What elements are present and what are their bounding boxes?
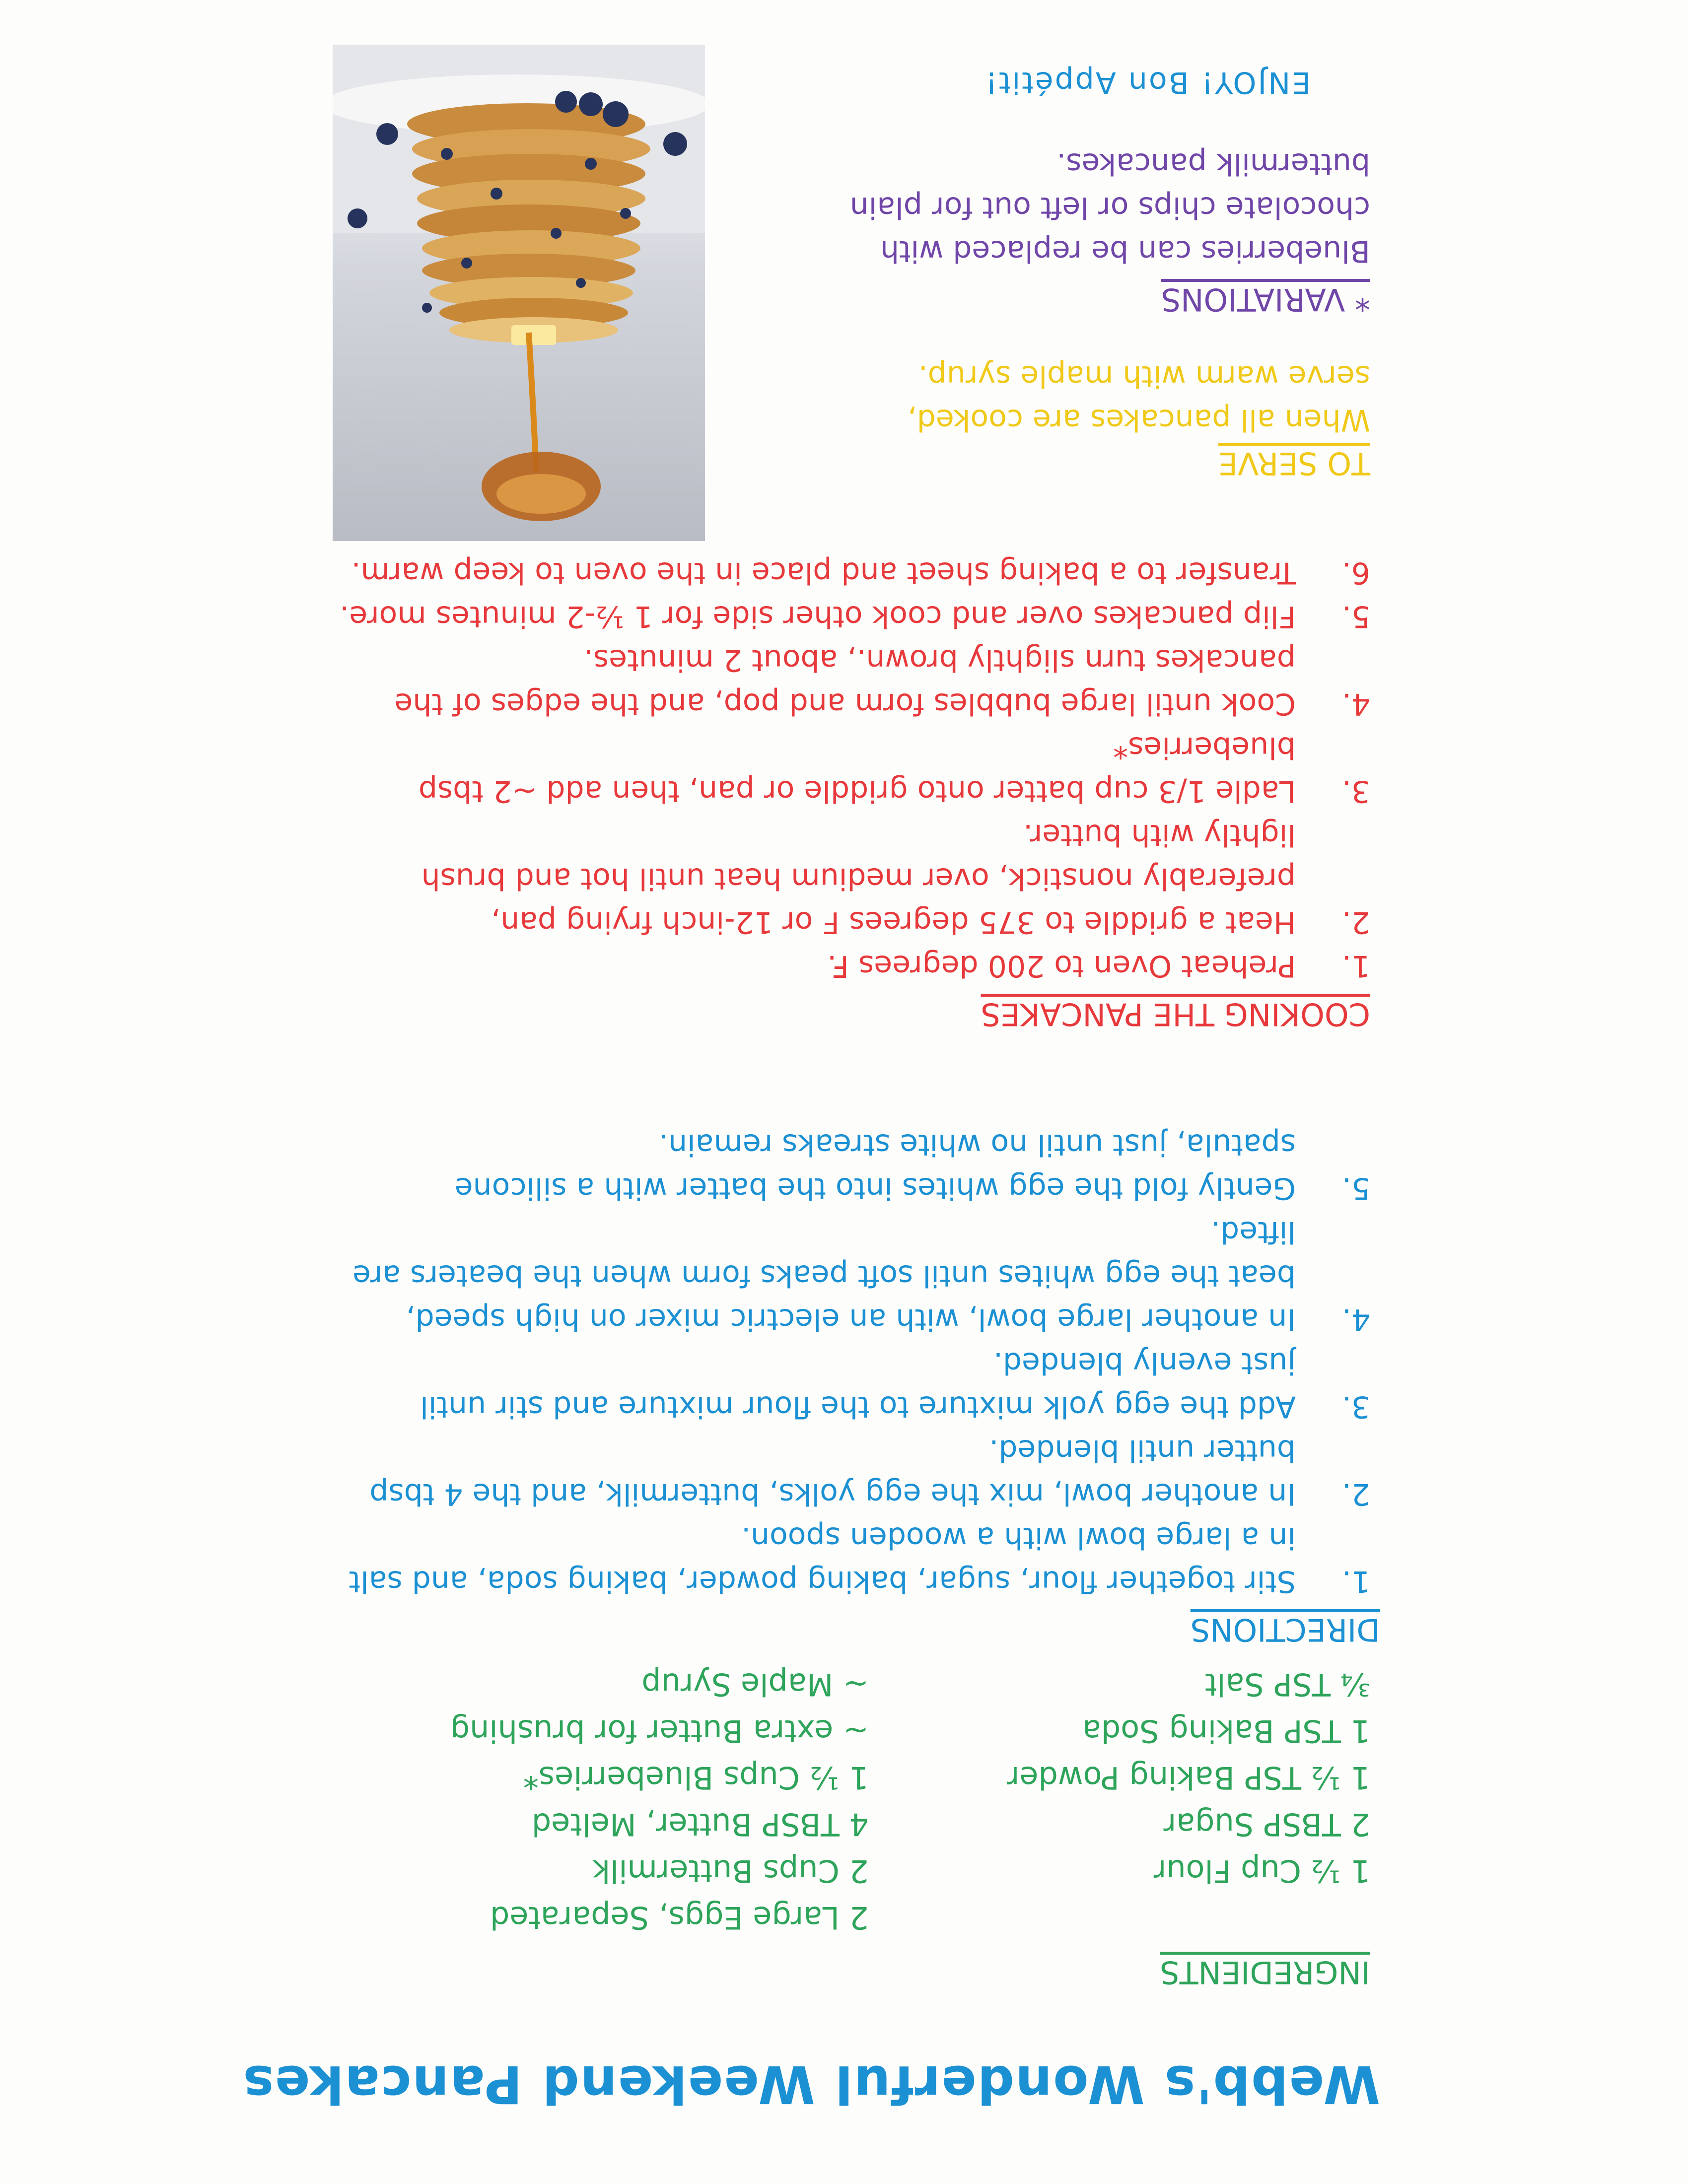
step-text: blueberries* [1113,730,1296,765]
ingredient-item: 4 TBSP Butter, Melted [531,1806,869,1843]
step-text: lifted. [1210,1215,1296,1249]
step-text: butter until blended. [989,1433,1296,1468]
step-text: In another large bowl, with an electric mixer on high speed, [406,1302,1296,1337]
ingredient-item: 1 ½ Cups Blueberries* [523,1760,869,1796]
pancake-stack-image [333,45,705,541]
step-text: Heat a griddle to 375 degrees F or 12-inch frying pan, [491,905,1296,940]
ingredient-item: 2 Cups Buttermilk [592,1853,869,1889]
step-text: in a large bowl with a wooden spoon. [741,1520,1296,1555]
directions-heading: DIRECTIONS [1190,1612,1380,1648]
step-number: 4. [1341,686,1370,721]
step-text: Transfer to a baking sheet and place in the oven to keep warm. [351,555,1296,590]
step-text: In another bowl, mix the egg yolks, buttermilk, and the 4 tbsp [369,1477,1296,1511]
directions-list [349,1123,1371,1603]
syrup-drip [529,333,536,472]
step-text: Cook until large bubbles form and pop, and the edges of the [394,686,1296,721]
variations-line: buttermilk pancakes. [1056,146,1370,181]
serve-heading: TO SERVE [1218,445,1370,481]
step-number: 1. [1341,949,1370,983]
step-number: 3. [1341,1389,1370,1424]
ingredient-item: ~ Maple Syrup [641,1666,869,1703]
ingredient-item: 1 ½ Cup Flour [1153,1853,1370,1889]
ingredient-item: 2 TBSP Sugar [1163,1806,1370,1843]
butter-pat [511,325,556,345]
variations-line: Blueberries can be replaced with [880,234,1370,269]
pancake-stack-photo [333,45,705,541]
recipe-title: Webb's Wonderful Weekend Pancakes [242,2054,1380,2115]
step-number: 4. [1341,1302,1370,1337]
step-number: 3. [1341,774,1370,809]
step-text: just evenly blended. [993,1346,1296,1380]
variations-text [850,142,1370,273]
ingredient-item: ¾ TSP Salt [1204,1666,1370,1703]
ingredient-item: 1 ½ TSP Baking Powder [1006,1760,1370,1796]
step-text: preferably nonstick, over medium heat until hot and brush [421,861,1296,896]
cooking-step [340,813,1370,944]
direction-step [349,1341,1371,1429]
variations-heading: * VARIATIONS [1161,281,1370,318]
step-text: Add the egg yolk mixture to the flour mixture and stir until [420,1389,1296,1424]
direction-step [349,1123,1371,1210]
variations-line: chocolate chips or left out for plain [849,190,1370,225]
step-text: Flip pancakes over and cook other side for 1 ½-2 minutes more. [340,599,1296,634]
step-text: Stir together flour, sugar, baking powder, baking soda, and salt [349,1564,1296,1599]
ingredient-item: 2 Large Eggs, Separated [490,1900,869,1936]
step-number: 5. [1341,599,1370,634]
step-number: 5. [1341,1171,1370,1206]
ingredient-item: 1 TSP Baking Soda [1082,1713,1370,1749]
direction-step [349,1516,1371,1603]
pancake-stack [407,103,650,343]
step-number: 6. [1341,555,1370,590]
step-text: lightly with butter. [1023,818,1296,852]
step-text: Gently fold the egg whites into the batter with a silicone [454,1171,1296,1206]
ingredients-list-left [450,1661,869,1941]
step-text: Ladle 1/3 cup batter onto griddle or pan, then add ~2 tbsp [418,774,1296,809]
step-text: spatula, just until no white streaks remain. [658,1127,1296,1162]
cooking-heading: COOKING THE PANCAKES [981,996,1370,1032]
cooking-step [340,726,1370,813]
direction-step [349,1210,1371,1341]
cooking-step [340,551,1370,595]
ingredients-heading: INGREDIENTS [1160,1954,1370,1990]
closing-text: ENJOY! Bon Appétit! [984,65,1311,100]
step-number: 2. [1341,905,1370,940]
serve-line: When all pancakes are cooked, [907,403,1370,437]
cooking-step [340,944,1370,988]
step-text: pancakes turn slightly brown., about 2 minutes. [583,643,1296,678]
cooking-step [340,595,1370,638]
step-text: Preheat Oven to 200 degrees F. [827,949,1296,983]
serve-line: serve warm with maple syrup. [918,359,1370,394]
cooking-list [340,551,1370,988]
direction-step [349,1429,1371,1516]
ingredient-item: ~ extra Butter for brushing [450,1713,869,1749]
step-number: 2. [1341,1477,1370,1511]
step-text: beat the egg whites until soft peaks form when the beaters are [352,1258,1296,1293]
serve-text [908,354,1370,442]
ingredient-item [1007,1894,1370,1941]
step-number: 1. [1341,1564,1370,1599]
cooking-step [340,638,1370,726]
ingredients-list-right [1007,1661,1370,1941]
